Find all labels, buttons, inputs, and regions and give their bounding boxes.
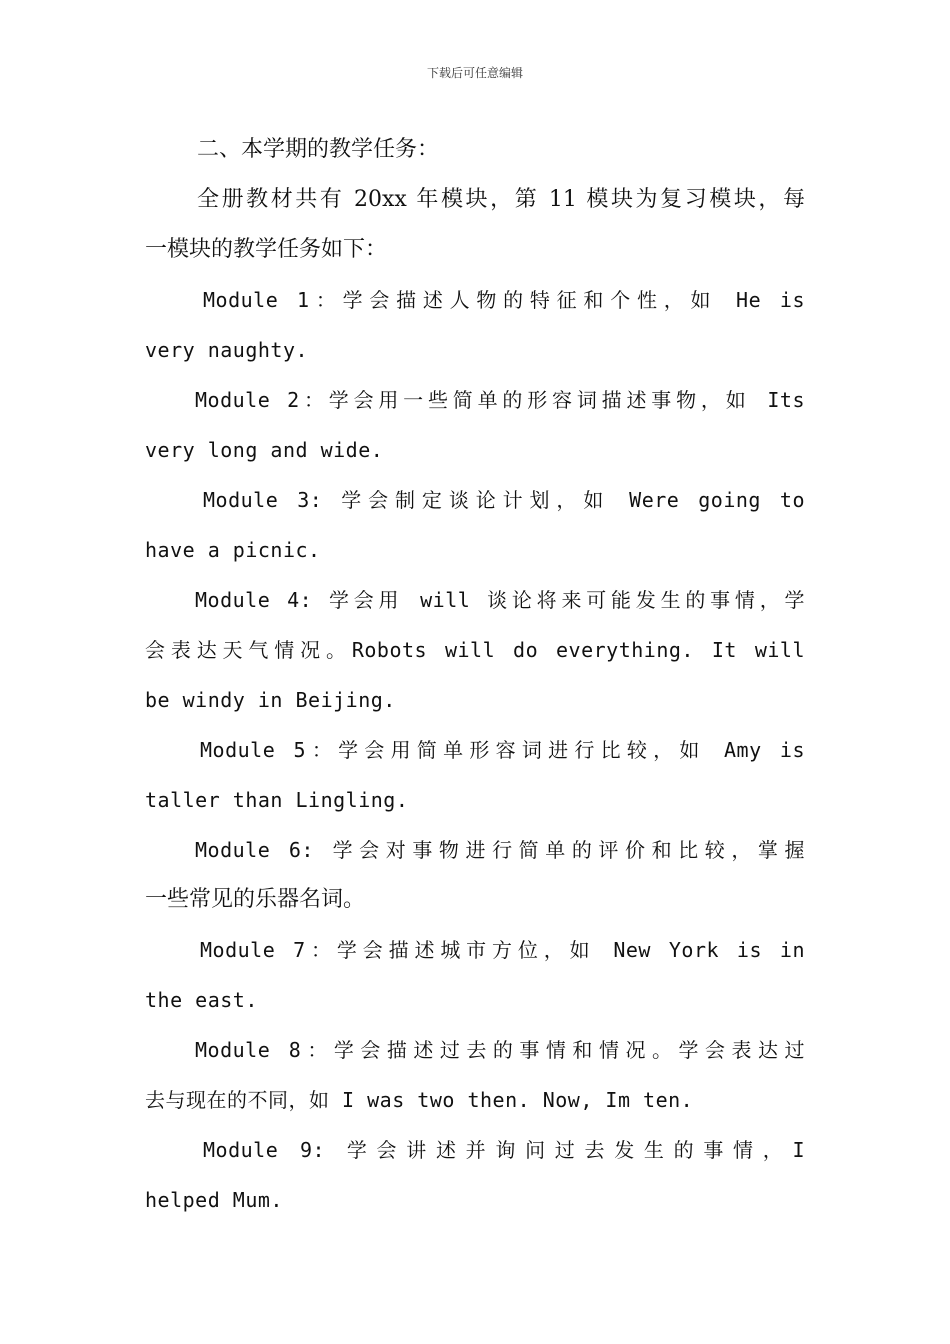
module-5-line-2: taller than Lingling. [145, 788, 409, 812]
module-4-line-2: 会表达天气情况。Robots will do everything. It will [145, 638, 805, 662]
module-8-line-2: 去与现在的不同，如 I was two then. Now, Im ten. [145, 1088, 694, 1112]
module-9-line-2: helped Mum. [145, 1188, 283, 1212]
module-8-line-1: Module 8：学会描述过去的事情和情况。学会表达过 [195, 1038, 805, 1062]
module-9-line-1: Module 9: 学会讲述并询问过去发生的事情，I [203, 1138, 805, 1162]
intro-line-2: 一模块的教学任务如下： [145, 237, 388, 262]
module-2-line-2: very long and wide. [145, 438, 384, 462]
module-3-line-2: have a picnic. [145, 538, 321, 562]
module-1-line-1: Module 1：学会描述人物的特征和个性，如 He is [203, 288, 805, 312]
module-2-line-1: Module 2：学会用一些简单的形容词描述事物，如 Its [195, 388, 805, 412]
module-6-line-2: 一些常见的乐器名词。 [145, 887, 366, 912]
document-body [145, 125, 805, 1225]
module-4-line-1: Module 4: 学会用 will 谈论将来可能发生的事情，学 [195, 588, 805, 612]
page-header: 下载后可任意编辑 [426, 66, 523, 80]
module-7-line-1: Module 7：学会描述城市方位，如 New York is in [200, 938, 805, 962]
module-5-line-1: Module 5：学会用简单形容词进行比较，如 Amy is [200, 738, 805, 762]
module-3-line-1: Module 3: 学会制定谈论计划，如 Were going to [203, 488, 805, 512]
module-6-line-1: Module 6: 学会对事物进行简单的评价和比较，掌握 [195, 838, 805, 862]
module-1-line-2: very naughty. [145, 338, 309, 362]
intro-line-1: 全册教材共有 20xx 年模块，第 11 模块为复习模块，每 [197, 187, 805, 212]
module-7-line-2: the east. [145, 988, 258, 1012]
section-heading: 二、本学期的教学任务： [197, 137, 440, 162]
module-4-line-3: be windy in Beijing. [145, 688, 396, 712]
